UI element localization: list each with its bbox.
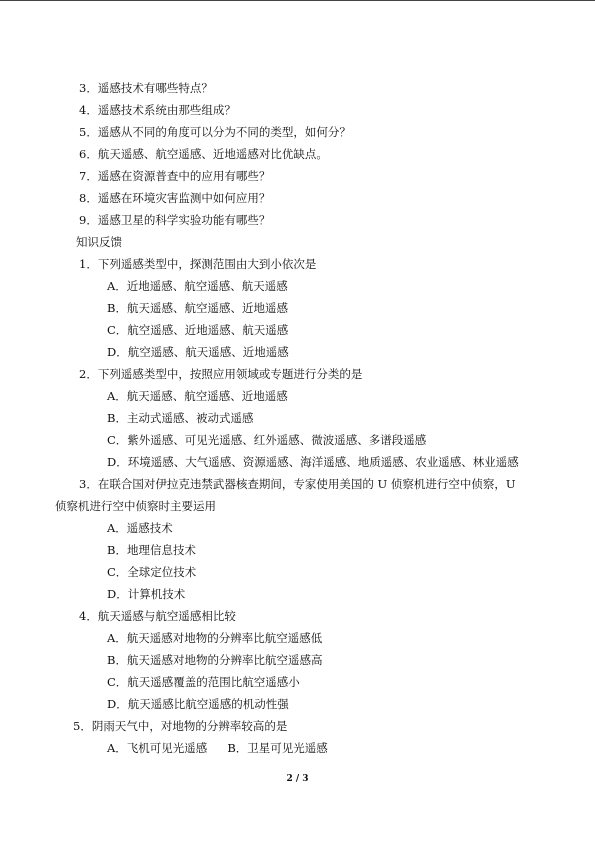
mc-3-stem-line1: 3．在联合国对伊拉克违禁武器核查期间，专家使用美国的 U 侦察机进行空中侦察，U (79, 477, 516, 491)
top-rule (0, 0, 595, 1)
question-6: 6．航天遥感、航空遥感、近地遥感对比优缺点。 (79, 147, 328, 161)
question-7: 7．遥感在资源普查中的应用有哪些？ (79, 169, 271, 183)
question-8: 8．遥感在环境灾害监测中如何应用？ (79, 191, 271, 205)
mc-5-stem: 5．阴雨天气中，对地物的分辨率较高的是 (73, 719, 288, 733)
mc-5-option-b: B．卫星可见光遥感 (227, 741, 328, 755)
question-4: 4．遥感技术系统由那些组成？ (79, 103, 236, 117)
mc-3-stem-line2: 侦察机进行空中侦察时主要运用 (55, 499, 216, 513)
mc-4-stem: 4．航天遥感与航空遥感相比较 (79, 609, 236, 623)
mc-1-option-c: C．航空遥感、近地遥感、航天遥感 (107, 323, 289, 337)
page-number: 2 / 3 (286, 774, 309, 784)
question-5: 5．遥感从不同的角度可以分为不同的类型，如何分？ (79, 125, 351, 139)
mc-5-options-row (107, 741, 328, 755)
mc-2-option-c: C．紫外遥感、可见光遥感、红外遥感、微波遥感、多谱段遥感 (107, 433, 427, 447)
mc-4-option-b: B．航天遥感对地物的分辨率比航空遥感高 (107, 653, 323, 667)
mc-1-option-b: B．航天遥感、航空遥感、近地遥感 (107, 301, 288, 315)
mc-2-option-b: B．主动式遥感、被动式遥感 (107, 411, 254, 425)
mc-2-stem: 2．下列遥感类型中，按照应用领域或专题进行分类的是 (79, 367, 363, 381)
mc-3-option-a: A．遥感技术 (107, 521, 173, 535)
mc-4-option-a: A．航天遥感对地物的分辨率比航空遥感低 (107, 631, 323, 645)
mc-3-option-d: D．计算机技术 (107, 587, 186, 601)
question-9: 9．遥感卫星的科学实验功能有哪些？ (79, 213, 271, 227)
mc-4-option-c: C．航天遥感覆盖的范围比航空遥感小 (107, 675, 300, 689)
mc-2-option-d: D．环境遥感、大气遥感、资源遥感、海洋遥感、地质遥感、农业遥感、林业遥感 (107, 455, 519, 469)
mc-3-option-b: B．地理信息技术 (107, 543, 196, 557)
mc-1-option-d: D．航空遥感、航天遥感、近地遥感 (107, 345, 289, 359)
section-title: 知识反馈 (76, 235, 122, 249)
mc-5-option-a: A．飞机可见光遥感 (107, 741, 208, 755)
question-3: 3．遥感技术有哪些特点？ (79, 81, 213, 95)
mc-4-option-d: D．航天遥感比航空遥感的机动性强 (107, 697, 289, 711)
mc-1-option-a: A．近地遥感、航空遥感、航天遥感 (107, 279, 288, 293)
mc-1-stem: 1．下列遥感类型中，探测范围由大到小依次是 (79, 257, 317, 271)
mc-3-option-c: C．全球定位技术 (107, 565, 197, 579)
mc-2-option-a: A．航天遥感、航空遥感、近地遥感 (107, 389, 288, 403)
